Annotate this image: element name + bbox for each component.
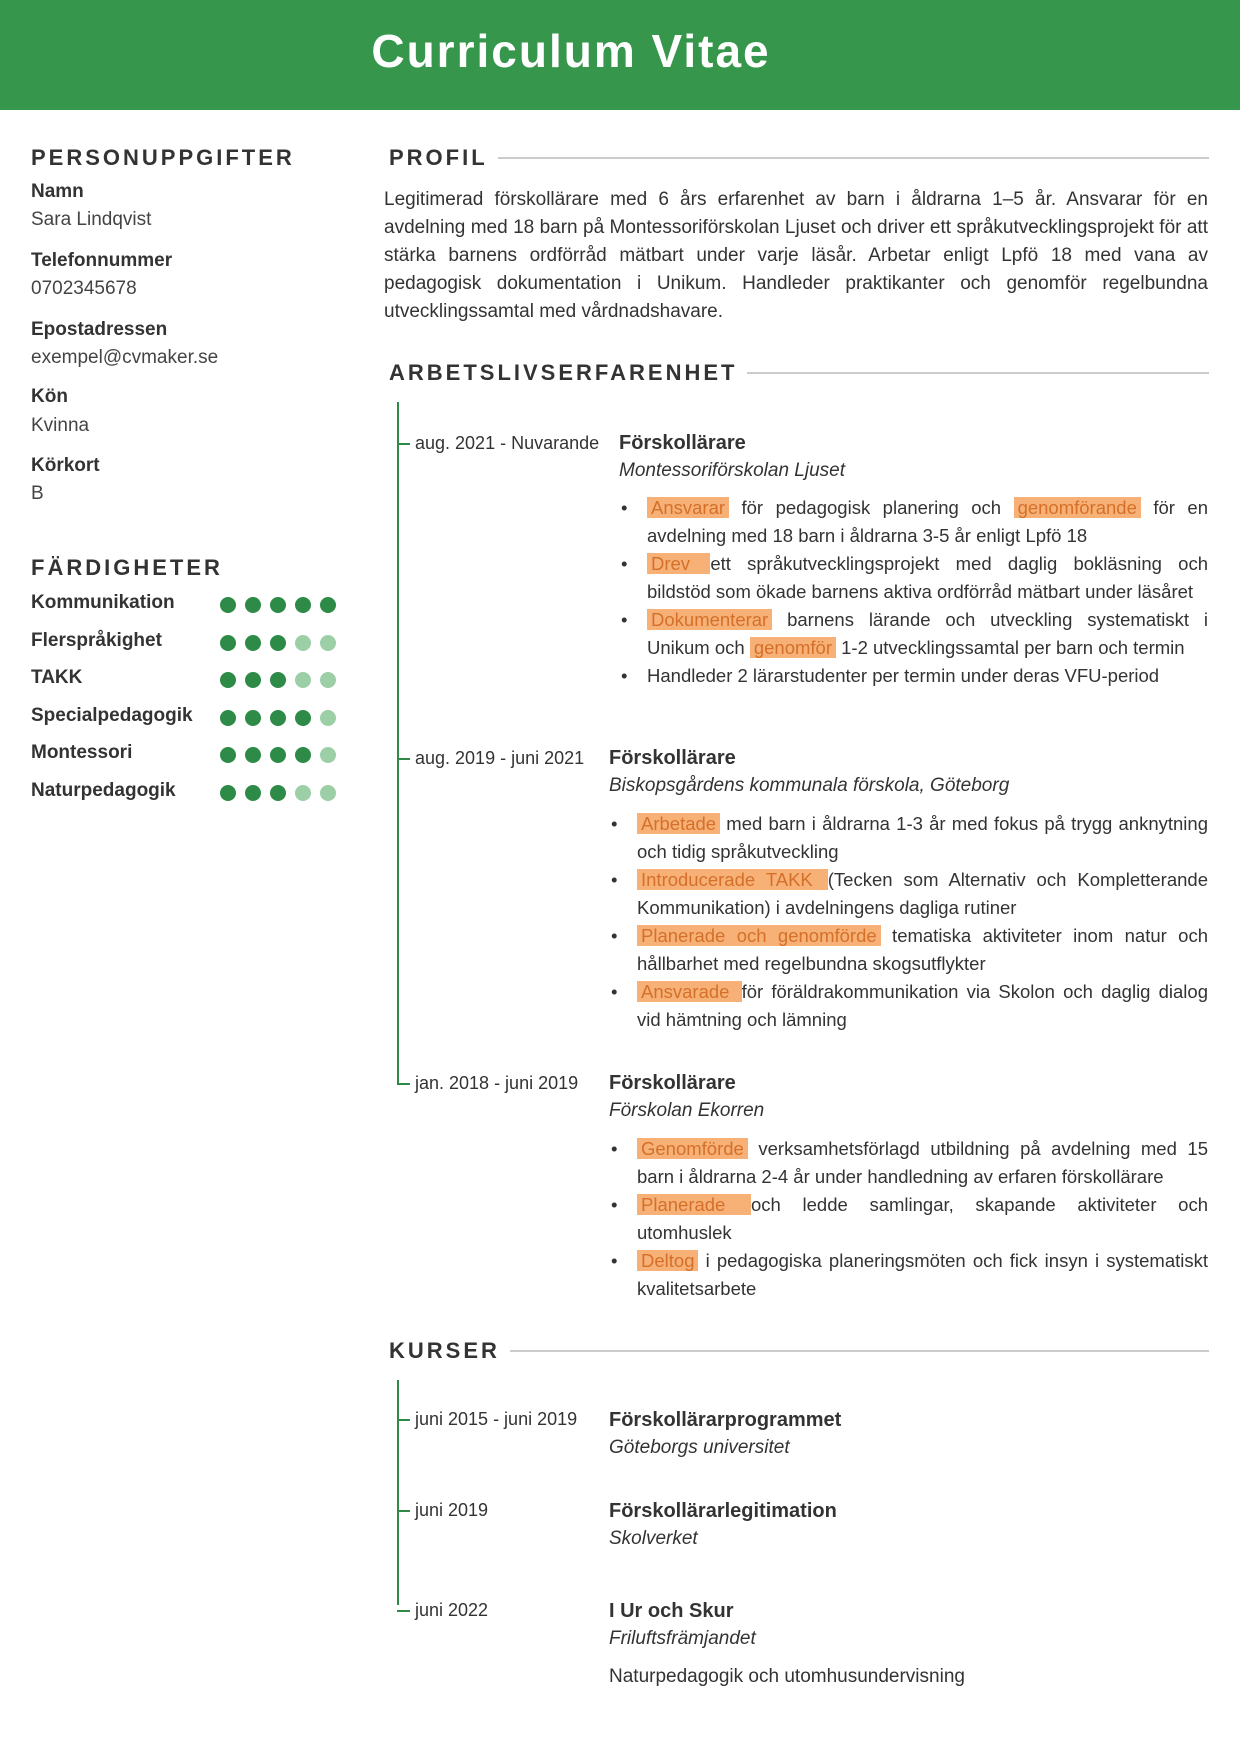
rating-dot-empty [320, 785, 336, 801]
rating-dot-filled [270, 747, 286, 763]
highlight: Planerade [637, 1194, 751, 1215]
highlight: Drev [647, 553, 710, 574]
skill-row [31, 592, 343, 618]
course-description: Naturpedagogik och utomhusundervisning [609, 1666, 965, 1687]
job-company: Montessoriförskolan Ljuset [619, 460, 845, 481]
job-date: aug. 2021 - Nuvarande [415, 433, 600, 453]
rating-dot-filled [245, 747, 261, 763]
timeline-tick [397, 1083, 410, 1085]
highlight: Introducerade TAKK [637, 869, 828, 890]
rating-dot-filled [270, 635, 286, 651]
highlight: Dokumenterar [647, 609, 772, 630]
list-item: • Introducerade TAKK (Tecken som Alternativ och Kompletterande Kommunikation) i avdelningens dagliga rutiner [637, 866, 1208, 922]
header-banner [0, 0, 1240, 110]
email-value: exempel@cvmaker.se [31, 347, 219, 368]
course-org: Skolverket [609, 1528, 698, 1549]
rating-dot-filled [220, 710, 236, 726]
list-item: • Ansvarade för föräldrakommunikation via Skolon och daglig dialog vid hämtning och lämning [637, 978, 1208, 1034]
rating-dot-filled [295, 597, 311, 613]
highlight: Ansvarade [637, 981, 742, 1002]
course-title: I Ur och Skur [609, 1600, 734, 1622]
course-title: Förskollärarprogrammet [609, 1409, 842, 1431]
timeline-tick [397, 443, 410, 445]
rating-dot-filled [295, 710, 311, 726]
experience-timeline [397, 402, 399, 1085]
rating-dot-filled [270, 785, 286, 801]
highlight: Genomförde [637, 1138, 748, 1159]
email-label: Epostadressen [31, 319, 168, 340]
rating-dot-filled [220, 635, 236, 651]
gender-label: Kön [31, 386, 68, 407]
rating-dot-empty [320, 672, 336, 688]
timeline-tick [397, 1610, 410, 1612]
job-title: Förskollärare [609, 1072, 736, 1094]
section-divider [690, 372, 1209, 374]
rating-dot-filled [245, 597, 261, 613]
skill-row [31, 742, 343, 768]
name-value: Sara Lindqvist [31, 209, 152, 230]
courses-section-title: KURSER [389, 1338, 510, 1364]
rating-dot-filled [270, 597, 286, 613]
job-bullets [647, 494, 1208, 690]
skills-section-title: FÄRDIGHETER [31, 555, 223, 580]
job-bullets [637, 1135, 1208, 1303]
phone-label: Telefonnummer [31, 250, 173, 271]
course-title: Förskollärarlegitimation [609, 1500, 837, 1522]
rating-dot-filled [270, 672, 286, 688]
highlight: Deltog [637, 1250, 698, 1271]
course-date: juni 2019 [415, 1500, 489, 1520]
list-item: • Ansvarar för pedagogisk planering och genomförande för en avdelning med 18 barn i åldrarna 3-5 år enligt Lpfö 18 [647, 494, 1208, 550]
skill-row [31, 780, 343, 806]
gender-value: Kvinna [31, 415, 90, 436]
list-item: • Deltog i pedagogiska planeringsmöten och fick insyn i systematiskt kvalitetsarbete [637, 1247, 1208, 1303]
rating-dot-filled [270, 710, 286, 726]
experience-section-title: ARBETSLIVSERFARENHET [389, 360, 747, 386]
rating-dot-filled [245, 785, 261, 801]
rating-dot-filled [245, 710, 261, 726]
course-org: Göteborgs universitet [609, 1437, 790, 1458]
highlight: genomförande [1014, 497, 1141, 518]
job-company: Förskolan Ekorren [609, 1100, 765, 1121]
skill-name: Montessori [31, 742, 133, 763]
timeline-tick [397, 1510, 410, 1512]
job-title: Förskollärare [609, 747, 736, 769]
list-item: • Dokumenterar barnens lärande och utveckling systematiskt i Unikum och genomför 1-2 utvecklingssamtal per barn och termin [647, 606, 1208, 662]
rating-dot-filled [220, 672, 236, 688]
rating-dot-filled [245, 635, 261, 651]
profile-text: Legitimerad förskollärare med 6 års erfarenhet av barn i åldrarna 1–5 år. Ansvarar för en avdelning med 18 barn på Montessoriförskolan Ljuset och driver ett språkutvecklingsprojekt för att stärka barnens ordförråd mätbart under varje läsår. Arbetar enligt Lpfö 18 med vana av pedagogisk dokumentation i Unikum. Handleder praktikanter och genomför regelbundna utvecklingssamtal med vårdnadshavare. [384, 189, 1208, 322]
highlight: genomför [750, 637, 836, 658]
skill-row [31, 630, 343, 656]
skill-name: TAKK [31, 667, 83, 688]
rating-dot-empty [320, 747, 336, 763]
course-date: juni 2015 - juni 2019 [415, 1409, 578, 1429]
list-item: • Planerade och genomförde tematiska aktiviteter inom natur och hållbarhet med regelbundna skogsutflykter [637, 922, 1208, 978]
skill-name: Kommunikation [31, 592, 175, 613]
job-bullets [637, 810, 1208, 1034]
rating-dot-empty [295, 785, 311, 801]
timeline-tick [397, 1419, 410, 1421]
rating-dot-empty [320, 635, 336, 651]
highlight: Ansvarar [647, 497, 729, 518]
highlight: Arbetade [637, 813, 720, 834]
rating-dot-filled [295, 747, 311, 763]
rating-dot-filled [220, 785, 236, 801]
courses-timeline [397, 1380, 399, 1605]
skill-name: Naturpedagogik [31, 780, 176, 801]
skill-name: Flerspråkighet [31, 630, 162, 651]
rating-dot-empty [295, 635, 311, 651]
skill-row [31, 705, 343, 731]
list-item: • Drev ett språkutvecklingsprojekt med daglig bokläsning och bildstöd som ökade barnens aktiva ordförråd mätbart under läsåret [647, 550, 1208, 606]
timeline-tick [397, 758, 410, 760]
page-title: Curriculum Vitae [371, 25, 771, 77]
list-item: • Planerade och ledde samlingar, skapande aktiviteter och utomhuslek [637, 1191, 1208, 1247]
job-company: Biskopsgårdens kommunala förskola, Göteborg [609, 775, 1010, 796]
highlight: Planerade och genomförde [637, 925, 881, 946]
list-item: • Genomförde verksamhetsförlagd utbildning på avdelning med 15 barn i åldrarna 2-4 år under handledning av erfaren förskollärare [637, 1135, 1208, 1191]
skill-row [31, 667, 343, 693]
license-label: Körkort [31, 455, 100, 476]
license-value: B [31, 483, 44, 504]
job-title: Förskollärare [619, 432, 746, 454]
rating-dot-empty [320, 710, 336, 726]
rating-dot-filled [320, 597, 336, 613]
skill-name: Specialpedagogik [31, 705, 193, 726]
course-date: juni 2022 [415, 1600, 489, 1620]
section-divider [490, 1350, 1209, 1352]
phone-value: 0702345678 [31, 278, 137, 299]
section-divider [480, 157, 1209, 159]
rating-dot-filled [220, 747, 236, 763]
rating-dot-filled [245, 672, 261, 688]
course-org: Friluftsfrämjandet [609, 1628, 756, 1649]
job-date: jan. 2018 - juni 2019 [415, 1073, 579, 1093]
list-item: • Handleder 2 lärarstudenter per termin under deras VFU-period [647, 662, 1208, 690]
personal-section-title: PERSONUPPGIFTER [31, 145, 295, 170]
name-label: Namn [31, 181, 84, 202]
rating-dot-filled [220, 597, 236, 613]
list-item: • Arbetade med barn i åldrarna 1-3 år med fokus på trygg anknytning och tidig språkutveckling [637, 810, 1208, 866]
rating-dot-empty [295, 672, 311, 688]
job-date: aug. 2019 - juni 2021 [415, 748, 585, 768]
profile-section-title: PROFIL [389, 145, 498, 171]
